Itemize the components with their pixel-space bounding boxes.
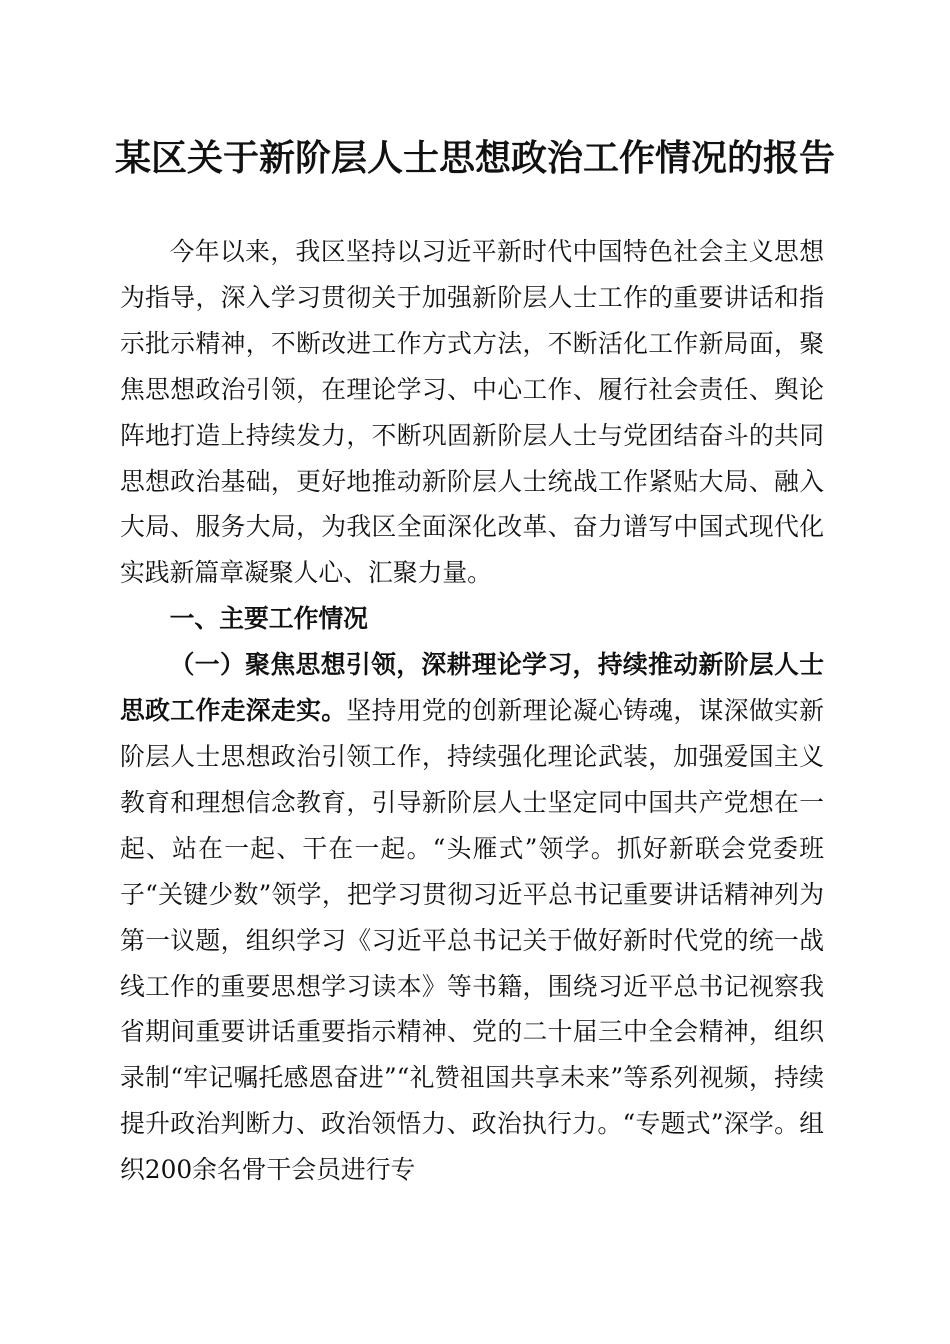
- document-body: [120, 229, 824, 1193]
- document-title: 某区关于新阶层人士思想政治工作情况的报告: [114, 137, 835, 179]
- subsection-lead: （一）聚焦思想引领，深耕理论学习，持续推动新阶层人士思政工作走深走实。: [120, 650, 824, 726]
- subsection-text: 坚持用党的创新理论凝心铸魂，谋深做实新阶层人士思想政治引领工作，持续强化理论武装，加强爱国主义教育和理想信念教育，引导新阶层人士坚定同中国共产党想在一起、站在一起、干在一起。“头雁式”领学。抓好新联会党委班子“关键少数”领学，把学习贯彻习近平总书记重要讲话精神列为第一议题，组织学习《习近平总书记关于做好新时代党的统一战线工作的重要思想学习读本》等书籍，围绕习近平总书记视察我省期间重要讲话重要指示精神、党的二十届三中全会精神，组织录制“牢记嘱托感恩奋进”“礼赞祖国共享未来”等系列视频，持续提升政治判断力、政治领悟力、政治执行力。“专题式”深学。组织200余名骨干会员进行专: [120, 696, 824, 1185]
- intro-paragraph: 今年以来，我区坚持以习近平新时代中国特色社会主义思想为指导，深入学习贯彻关于加强新阶层人士工作的重要讲话和指示批示精神，不断改进工作方式方法，不断活化工作新局面，聚焦思想政治引领，在理论学习、中心工作、履行社会责任、舆论阵地打造上持续发力，不断巩固新阶层人士与党团结奋斗的共同思想政治基础，更好地推动新阶层人士统战工作紧贴大局、融入大局、服务大局，为我区全面深化改革、奋力谱写中国式现代化实践新篇章凝聚人心、汇聚力量。: [120, 237, 824, 588]
- section-heading: 一、主要工作情况: [169, 604, 368, 634]
- subsection-paragraph: [120, 642, 824, 1193]
